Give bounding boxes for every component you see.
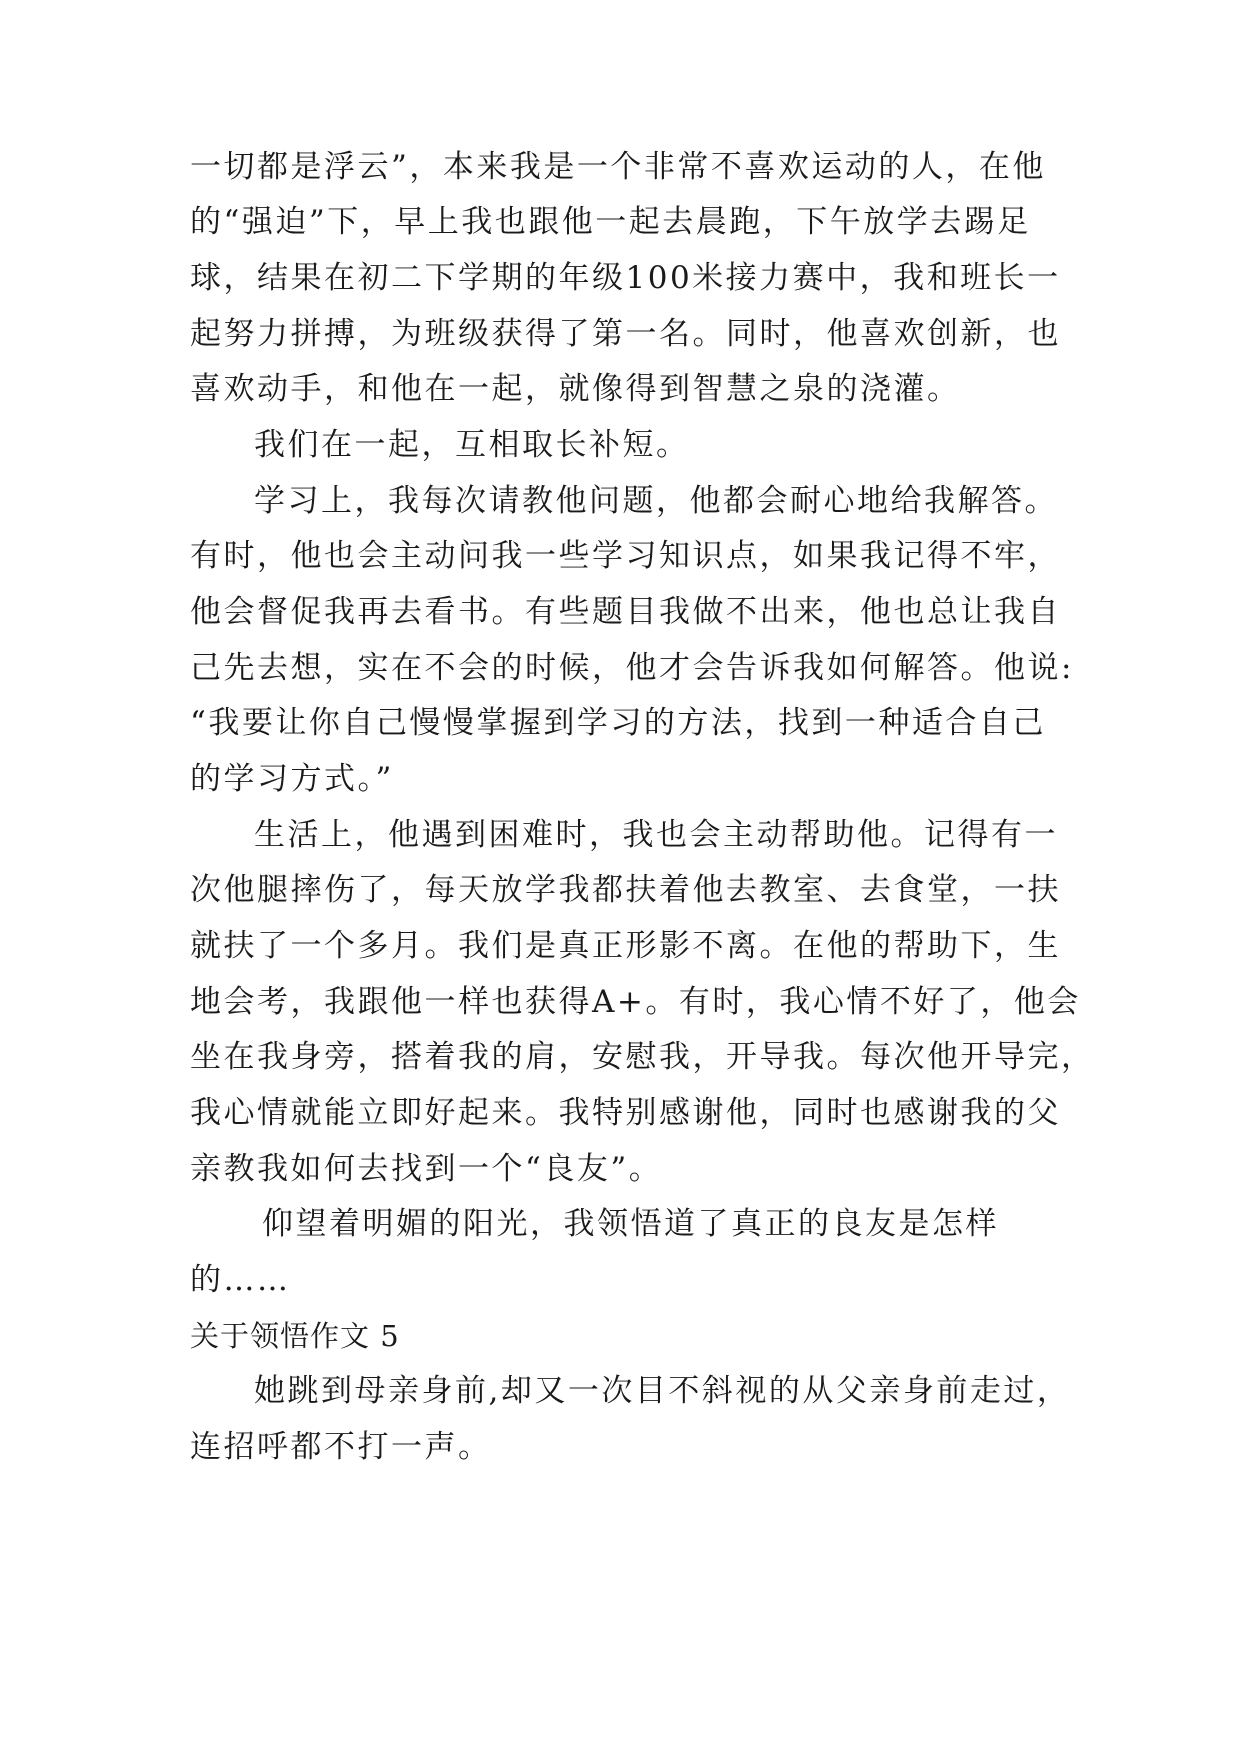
paragraph-line: 亲教我如何去找到一个“良友”。 <box>190 1151 663 1187</box>
paragraph-line: “我要让你自己慢慢掌握到学习的方法，找到一种适合自己 <box>190 705 1046 741</box>
paragraph-line: 学习上，我每次请教他问题，他都会耐心地给我解答。 <box>254 483 1058 519</box>
section-heading: 关于领悟作文 5 <box>190 1319 400 1353</box>
paragraph-line: 有时，他也会主动问我一些学习知识点，如果我记得不牢， <box>190 538 1061 574</box>
paragraph-line: 的学习方式。” <box>190 761 394 797</box>
paragraph-line: 球，结果在初二下学期的年级100米接力赛中，我和班长一 <box>190 260 1061 296</box>
paragraph-line: 己先去想，实在不会的时候，他才会告诉我如何解答。他说: <box>190 650 1074 686</box>
paragraph-line: 一切都是浮云”，本来我是一个非常不喜欢运动的人，在他 <box>190 149 1046 185</box>
paragraph-line: 次他腿摔伤了，每天放学我都扶着他去教室、去食堂，一扶 <box>190 872 1061 908</box>
paragraph-line: 我心情就能立即好起来。我特别感谢他，同时也感谢我的父 <box>190 1095 1061 1131</box>
paragraph-line: 他会督促我再去看书。有些题目我做不出来，他也总让我自 <box>190 594 1061 630</box>
paragraph-line: 坐在我身旁，搭着我的肩，安慰我，开导我。每次他开导完， <box>190 1039 1095 1075</box>
paragraph-line: 她跳到母亲身前,却又一次目不斜视的从父亲身前走过， <box>254 1373 1071 1409</box>
paragraph-line: 的“强迫”下，早上我也跟他一起去晨跑，下午放学去踢足 <box>190 204 1031 240</box>
paragraph-line: 就扶了一个多月。我们是真正形影不离。在他的帮助下，生 <box>190 928 1061 964</box>
paragraph-line: 起努力拼搏，为班级获得了第一名。同时，他喜欢创新，也 <box>190 316 1061 352</box>
paragraph-line: 的…… <box>190 1262 291 1298</box>
paragraph-line: 连招呼都不打一声。 <box>190 1429 492 1465</box>
paragraph-line: 地会考，我跟他一样也获得A+。有时，我心情不好了，他会 <box>190 984 1081 1020</box>
paragraph-line: 生活上，他遇到困难时，我也会主动帮助他。记得有一 <box>254 817 1058 853</box>
paragraph-line: 喜欢动手，和他在一起，就像得到智慧之泉的浇灌。 <box>190 371 961 407</box>
paragraph-line: 我们在一起，互相取长补短。 <box>254 427 690 463</box>
paragraph-line: 仰望着明媚的阳光，我领悟道了真正的良友是怎样 <box>262 1206 999 1242</box>
